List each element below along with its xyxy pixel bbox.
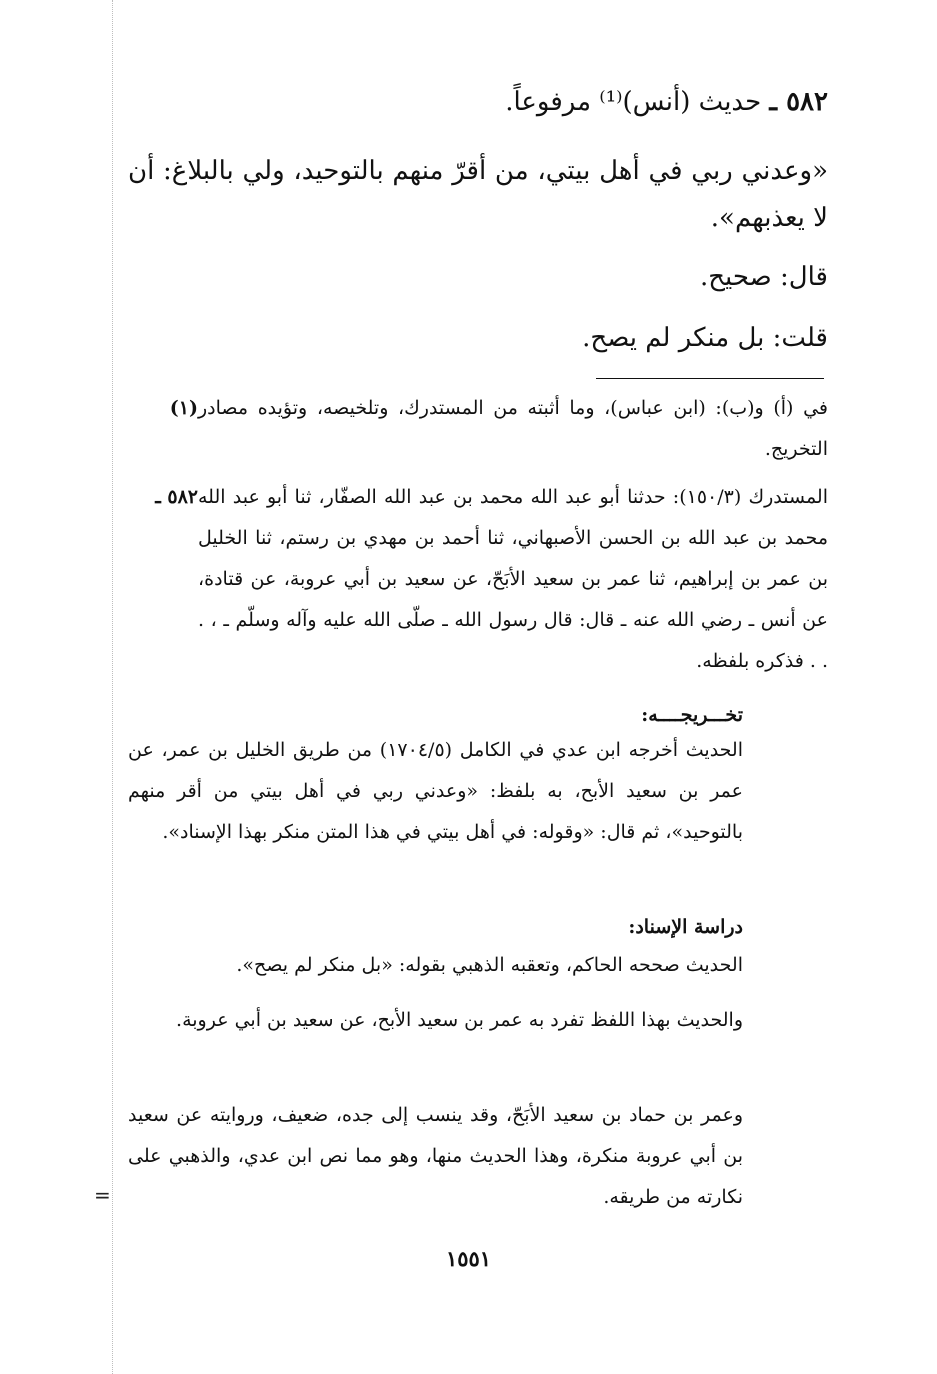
hadith-heading-text: حديث (أنس)⁽¹⁾ مرفوعاً. xyxy=(505,87,762,117)
footnote-582-label: ٥٨٢ ـ xyxy=(155,486,198,508)
dirasa-paragraph-3: وعمر بن حماد بن سعيد الأبَحّ، وقد ينسب إلى جده، ضعيف، وروايته عن سعيد بن أبي عروبة منكرة، وهذا الحديث منها، وهو مما نص ابن عدي، والذهبي على نكارته من طريقه. xyxy=(128,1104,743,1208)
footnote-1-label: (١) xyxy=(169,397,198,419)
hakim-verdict: قال: صحيح. xyxy=(699,262,828,292)
takhrij-heading: تخـــريجــــه: xyxy=(641,704,743,726)
dirasa-heading: دراسة الإسناد: xyxy=(628,916,743,938)
footnote-582 xyxy=(128,477,828,682)
hadith-number: ٥٨٢ ـ xyxy=(769,87,828,117)
footnote-1 xyxy=(128,388,828,470)
scan-edge-line xyxy=(112,0,113,1374)
margin-continuation-mark: = xyxy=(94,1183,111,1207)
page-number: ١٥٥١ xyxy=(445,1246,492,1271)
footnote-1-text: في (أ) و(ب): (ابن عباس)، وما أثبته من المستدرك، وتلخيصه، وتؤيده مصادر التخريج. xyxy=(198,397,828,460)
takhrij-text: الحديث أخرجه ابن عدي في الكامل (١٧٠٤/٥) من طريق الخليل بن عمر، عن عمر بن سعيد الأبح، به بلفظ: «وعدني ربي في أهل بيتي من أقر منهم بالتوحيد»، ثم قال: «وقوله: في أهل بيتي في هذا المتن منكر بهذا الإسناد». xyxy=(128,739,743,843)
footnote-separator xyxy=(596,378,824,379)
footnote-582-text: المستدرك (١٥٠/٣): حدثنا أبو عبد الله محمد بن عبد الله الصفّار، ثنا أبو عبد الله محمد بن عبد الله بن الحسن الأصبهاني، ثنا أحمد بن مهدي بن رستم، ثنا الخليل بن عمر بن إبراهيم، ثنا عمر بن سعيد الأبَحّ، عن سعيد بن أبي عروبة، عن قتادة، عن أنس ـ رضي الله عنه ـ قال: قال رسول الله ـ صلّى الله عليه وآله وسلّم ـ ، . . . فذكره بلفظه. xyxy=(198,486,828,672)
hadith-heading xyxy=(128,80,828,125)
dirasa-paragraph-2: والحديث بهذا اللفظ تفرد به عمر بن سعيد الأبح، عن سعيد بن أبي عروبة. xyxy=(176,1009,743,1031)
author-verdict: قلت: بل منكر لم يصح. xyxy=(582,323,828,353)
hadith-quote: «وعدني ربي في أهل بيتي، من أقرّ منهم بالتوحيد، ولي بالبلاغ: أن لا يعذبهم». xyxy=(128,156,828,233)
dirasa-paragraph-1: الحديث صححه الحاكم، وتعقبه الذهبي بقوله: «بل منكر لم يصح». xyxy=(236,954,743,976)
